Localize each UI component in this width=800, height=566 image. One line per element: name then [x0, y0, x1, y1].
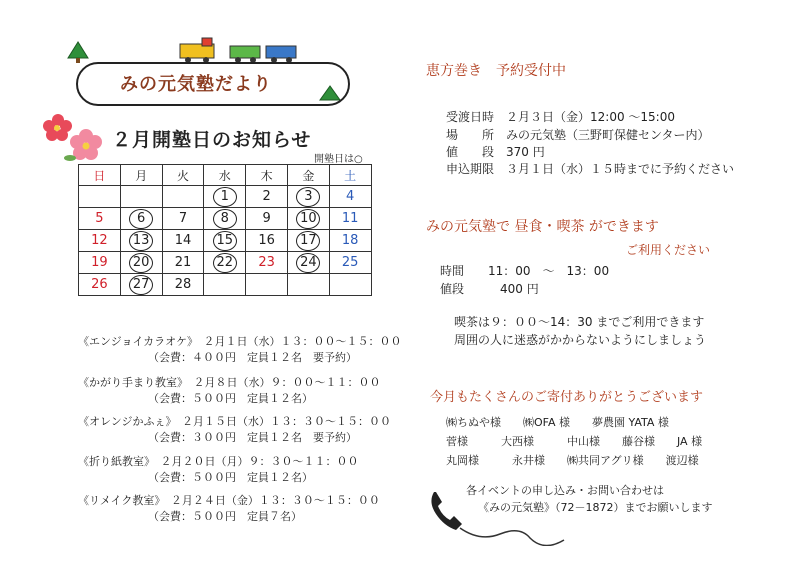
calendar-day — [162, 252, 204, 274]
train-car-icon — [230, 46, 260, 58]
calendar-day — [287, 208, 329, 230]
event-orange-cafe: 《オレンジかふぇ》 ２月１５日（水）１３：３０～１５：００ — [78, 415, 391, 428]
calendar-empty-cell — [204, 274, 246, 296]
calendar-day — [120, 274, 162, 296]
train-car-icon — [266, 46, 296, 58]
weekday-header: 水 — [204, 165, 246, 186]
weekday-header: 火 — [162, 165, 204, 186]
calendar-empty-cell — [246, 274, 288, 296]
event-origami: 《折り紙教室》 ２月２０日（月）９：３０～１１：００ — [78, 455, 359, 468]
calendar-week-row — [79, 208, 372, 230]
calendar-day — [79, 274, 121, 296]
event-origami-details: （会費：５００円 定員１２名） — [148, 471, 313, 484]
calendar-day — [287, 230, 329, 252]
weekday-header: 金 — [287, 165, 329, 186]
day-number: 26 — [91, 277, 108, 292]
calendar-day — [162, 208, 204, 230]
lunch-heading: みの元気塾で 昼食・喫茶 ができます — [426, 219, 659, 235]
calendar-day — [120, 252, 162, 274]
lunch-price: 値段 400 円 — [440, 282, 539, 296]
calendar-empty-cell — [120, 186, 162, 208]
day-number: 14 — [174, 233, 192, 248]
calendar-day — [287, 186, 329, 208]
calendar-week-row — [79, 186, 372, 208]
calendar-day — [246, 186, 288, 208]
calendar-day — [204, 208, 246, 230]
weekday-header: 日 — [79, 165, 121, 186]
day-number: 4 — [346, 189, 355, 204]
open-day-legend: 開塾日は○ — [314, 154, 363, 165]
open-day-number: 6 — [129, 209, 153, 229]
calendar-empty-cell — [79, 186, 121, 208]
cafe-hours: 喫茶は９：００～14：30 までご利用できます — [454, 315, 705, 329]
newsletter-title: みの元気塾だより — [120, 74, 272, 95]
calendar-day — [246, 230, 288, 252]
ehomaki-line: 受渡日時 ２月３日（金）12:00 ～15:00 — [446, 110, 675, 124]
event-temari: 《かがり手まり教室》 ２月８日（水）９：００～１１：００ — [78, 376, 381, 389]
calendar-day — [162, 274, 204, 296]
day-number: 11 — [341, 211, 359, 226]
calendar-day — [120, 230, 162, 252]
day-number: 18 — [341, 233, 359, 248]
calendar-week-row — [79, 252, 372, 274]
open-day-number: 22 — [213, 253, 237, 273]
calendar-day — [79, 230, 121, 252]
weekday-header: 月 — [120, 165, 162, 186]
calendar-empty-cell — [162, 186, 204, 208]
ehomaki-line: 値 段 370 円 — [446, 145, 545, 159]
weekday-header: 木 — [246, 165, 288, 186]
calendar-empty-cell — [329, 274, 371, 296]
flower-icon — [70, 129, 102, 160]
calendar-day — [120, 208, 162, 230]
open-day-number: 24 — [296, 253, 320, 273]
day-number: 25 — [341, 255, 359, 270]
calendar-week-row — [79, 230, 372, 252]
weekday-header: 土 — [329, 165, 371, 186]
day-number: 2 — [262, 189, 271, 204]
event-karaoke: 《エンジョイカラオケ》 ２月１日（水）１３：００～１５：００ — [78, 335, 402, 348]
day-number: 5 — [95, 211, 104, 226]
flower-icon — [43, 114, 72, 141]
calendar-day — [79, 252, 121, 274]
ehomaki-heading: 恵方巻き 予約受付中 — [426, 63, 566, 79]
plum-flowers-illustration — [40, 110, 110, 168]
calendar-day — [204, 186, 246, 208]
open-day-number: 13 — [129, 231, 153, 251]
lunch-time: 時間 11：00 ～ 13：00 — [440, 264, 610, 278]
event-karaoke-details: （会費：４００円 定員１２名 要予約） — [148, 351, 357, 364]
lunch-note: ご利用ください — [626, 243, 711, 257]
calendar-day — [79, 208, 121, 230]
open-day-number: 17 — [296, 231, 320, 251]
open-day-number: 27 — [129, 275, 153, 295]
day-number: 16 — [258, 233, 275, 248]
calendar-day — [329, 230, 371, 252]
february-calendar — [78, 164, 372, 296]
cafe-manners: 周囲の人に迷惑がかからないようにしましょう — [454, 333, 707, 347]
day-number: 7 — [178, 211, 188, 226]
donor-row: 菅様 大西様 中山様 藤谷様 JA 様 — [446, 435, 703, 448]
contact-line: 各イベントの申し込み・お問い合わせは — [466, 484, 664, 497]
calendar-day — [204, 252, 246, 274]
calendar-day — [329, 252, 371, 274]
month-heading: ２月開塾日のお知らせ — [112, 129, 312, 151]
day-number: 9 — [262, 211, 271, 226]
ehomaki-line: 申込期限 ３月１日（水）１５時までに予約ください — [446, 162, 735, 176]
event-temari-details: （会費：５００円 定員１２名） — [148, 392, 313, 405]
calendar-day — [329, 186, 371, 208]
calendar-day — [246, 208, 288, 230]
open-day-number: 15 — [213, 231, 237, 251]
calendar-empty-cell — [287, 274, 329, 296]
day-number: 19 — [91, 255, 108, 270]
open-day-number: 3 — [296, 187, 320, 207]
calendar-day — [246, 252, 288, 274]
donations-heading: 今月もたくさんのご寄付ありがとうございます — [430, 390, 704, 405]
donor-row: 丸岡様 永井様 ㈱共同アグリ様 渡辺様 — [446, 454, 699, 467]
day-number: 28 — [174, 277, 192, 292]
open-day-number: 20 — [129, 253, 153, 273]
donor-row: ㈱ちぬや様 ㈱OFA 様 夢農園 YATA 様 — [446, 416, 669, 429]
contact-phone: 《みの元気塾》（72－1872）までお願いします — [478, 501, 713, 514]
event-remake-details: （会費：５００円 定員７名） — [148, 510, 302, 523]
event-remake: 《リメイク教室》 ２月２４日（金）１３：３０～１５：００ — [78, 494, 380, 507]
open-day-number: 1 — [213, 187, 237, 207]
tree-left-icon — [68, 42, 88, 58]
calendar-weekday-row — [79, 165, 372, 186]
day-number: 12 — [91, 233, 108, 248]
event-orange-cafe-details: （会費：３００円 定員１２名 要予約） — [148, 431, 357, 444]
open-day-number: 10 — [296, 209, 320, 229]
calendar-day — [162, 230, 204, 252]
calendar-day — [287, 252, 329, 274]
calendar-day — [204, 230, 246, 252]
day-number: 21 — [174, 255, 192, 270]
day-number: 23 — [258, 255, 275, 270]
calendar-week-row — [79, 274, 372, 296]
ehomaki-line: 場 所 みの元気塾（三野町保健センター内） — [446, 128, 710, 142]
calendar-day — [329, 208, 371, 230]
open-day-number: 8 — [213, 209, 237, 229]
